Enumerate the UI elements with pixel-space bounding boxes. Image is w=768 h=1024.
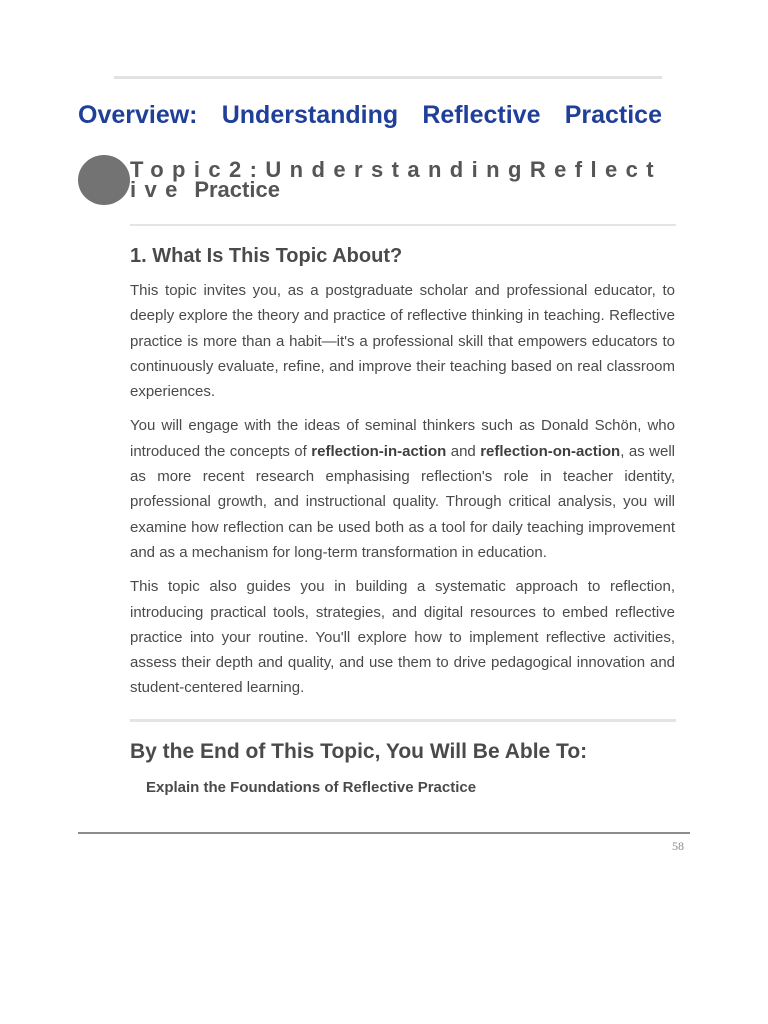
paragraph-3: This topic also guides you in building a systematic approach to reflection, introducing practical tools, strategies, and digital resources to embed reflective practice into your routine. You'll explore how to implement reflective activities, assess their depth and quality, and use them to drive pedagogical innovation and student-centered learning. bbox=[130, 578, 675, 697]
paragraph-2 bbox=[130, 413, 675, 565]
page-number: 58 bbox=[672, 839, 684, 853]
body-text bbox=[130, 278, 675, 710]
term-reflection-in-action: reflection-in-action bbox=[311, 442, 447, 460]
outcomes-heading: By the End of This Topic, You Will Be Able To: bbox=[130, 740, 588, 763]
paragraph-1: This topic invites you, as a postgraduate scholar and professional educator, to deeply explore the theory and practice of reflective thinking in teaching. Reflective practice is more than a habit—it's a professional skill that empowers educators to continuously evaluate, refine, and improve their teaching based on real classroom experiences. bbox=[130, 282, 675, 401]
paragraph-2-part-2: and bbox=[446, 442, 481, 460]
outcomes-divider bbox=[130, 719, 676, 722]
term-reflection-on-action: reflection-on-action bbox=[480, 442, 621, 460]
topic-heading-wrap: ive bbox=[130, 177, 186, 202]
topic-bullet-circle bbox=[78, 155, 130, 205]
topic-heading bbox=[130, 157, 670, 202]
topic-heading-tail: Practice bbox=[194, 177, 280, 202]
top-divider bbox=[114, 76, 662, 79]
section-divider bbox=[130, 224, 676, 226]
section-heading: 1. What Is This Topic About? bbox=[130, 245, 403, 267]
outcome-item: Explain the Foundations of Reflective Practice bbox=[146, 779, 477, 796]
page-title: Overview: Understanding Reflective Practice bbox=[78, 101, 662, 129]
footer-divider bbox=[78, 832, 690, 834]
paragraph-2-part-1: You will engage with the ideas of seminal thinkers such as Donald Schön, who introduced the concepts of bbox=[130, 417, 675, 460]
topic-heading-spaced: Topic2:UnderstandingReflect bbox=[130, 157, 662, 182]
paragraph-2-part-3: , as well as more recent research emphasising reflection's role in teacher identity, professional growth, and instructional quality. Through critical analysis, you will examine how reflection can be used both as a tool for daily teaching improvement and as a mechanism for long-term transformation in education. bbox=[130, 442, 675, 561]
